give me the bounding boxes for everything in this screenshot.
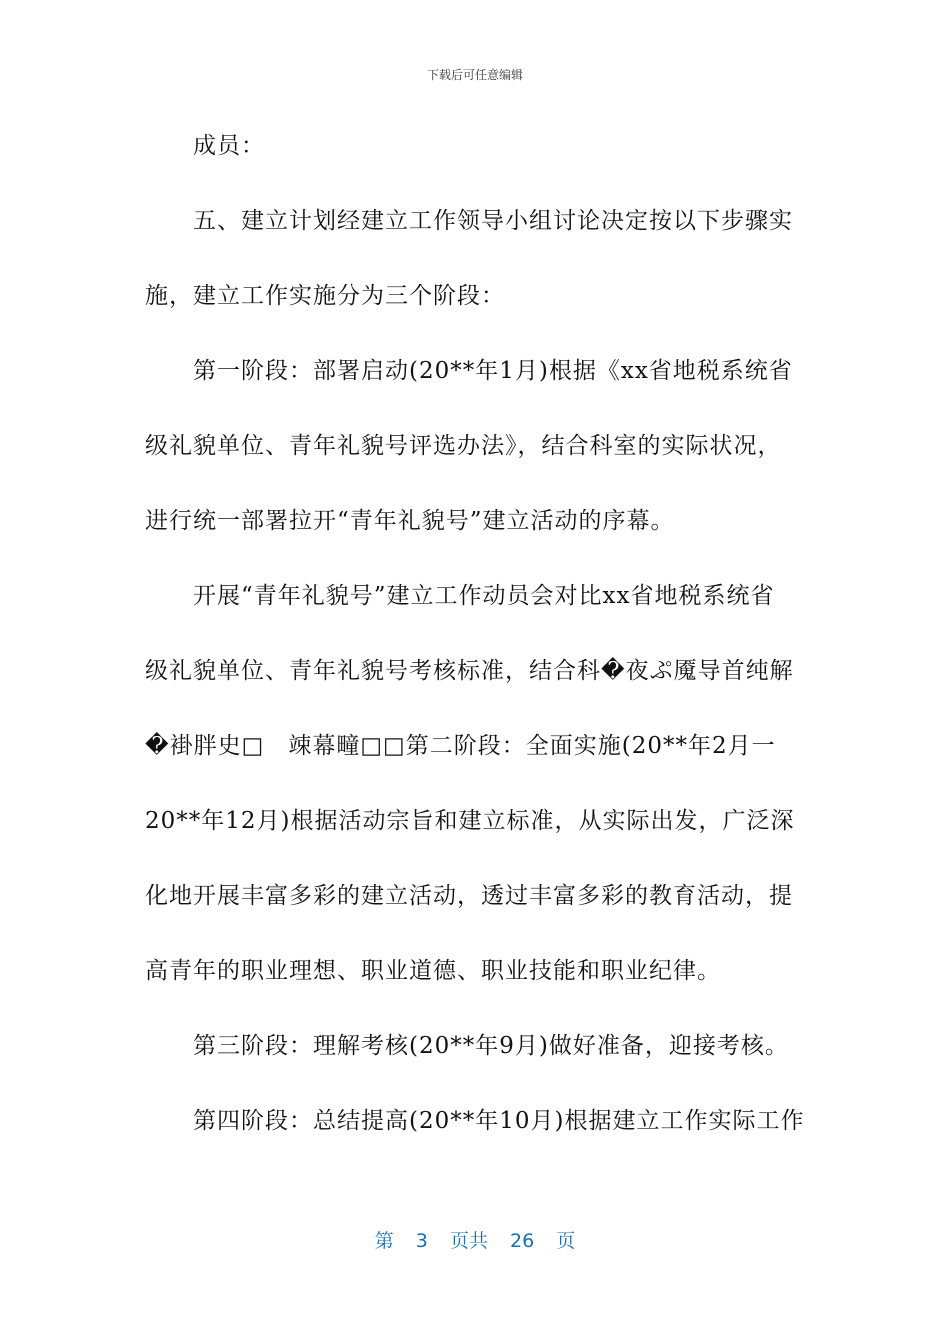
paragraph-line: 进行统一部署拉开“青年礼貌号”建立活动的序幕。 bbox=[145, 508, 675, 534]
footer-suffix: 页 bbox=[556, 1230, 576, 1252]
paragraph-line: 20**年12月)根据活动宗旨和建立标准，从实际出发，广泛深 bbox=[145, 808, 795, 834]
paragraph-line: 高青年的职业理想、职业道德、职业技能和职业纪律。 bbox=[145, 958, 721, 984]
paragraph-line: 化地开展丰富多彩的建立活动，透过丰富多彩的教育活动，提 bbox=[145, 883, 793, 909]
document-body bbox=[145, 128, 805, 1178]
paragraph-line: �褂胖史□ 竦幕疃□□第二阶段：全面实施(20**年2月一 bbox=[145, 733, 776, 759]
paragraph-line: 级礼貌单位、青年礼貌号考核标准，结合科�夜ぷ魇导首纯解 bbox=[145, 658, 794, 684]
paragraph-line: 第三阶段：理解考核(20**年9月)做好准备，迎接考核。 bbox=[193, 1033, 789, 1059]
page-footer bbox=[0, 1226, 950, 1253]
paragraph-line: 五、建立计划经建立工作领导小组讨论决定按以下步骤实 bbox=[193, 208, 793, 234]
page-header: 下载后可任意编辑 bbox=[426, 68, 523, 82]
paragraph-line: 第一阶段：部署启动(20**年1月)根据《xx省地税系统省 bbox=[193, 358, 793, 384]
paragraph-line: 成员： bbox=[193, 133, 265, 159]
footer-prefix: 第 bbox=[374, 1230, 394, 1252]
footer-middle: 页共 bbox=[449, 1230, 488, 1252]
paragraph-line: 第四阶段：总结提高(20**年10月)根据建立工作实际工作 bbox=[193, 1108, 805, 1134]
paragraph-line: 施，建立工作实施分为三个阶段： bbox=[145, 283, 505, 309]
footer-current-page: 3 bbox=[415, 1230, 428, 1252]
paragraph-line: 级礼貌单位、青年礼貌号评选办法》，结合科室的实际状况， bbox=[145, 433, 782, 459]
footer-total-pages: 26 bbox=[510, 1230, 535, 1252]
paragraph-line: 开展“青年礼貌号”建立工作动员会对比xx省地税系统省 bbox=[193, 583, 775, 609]
